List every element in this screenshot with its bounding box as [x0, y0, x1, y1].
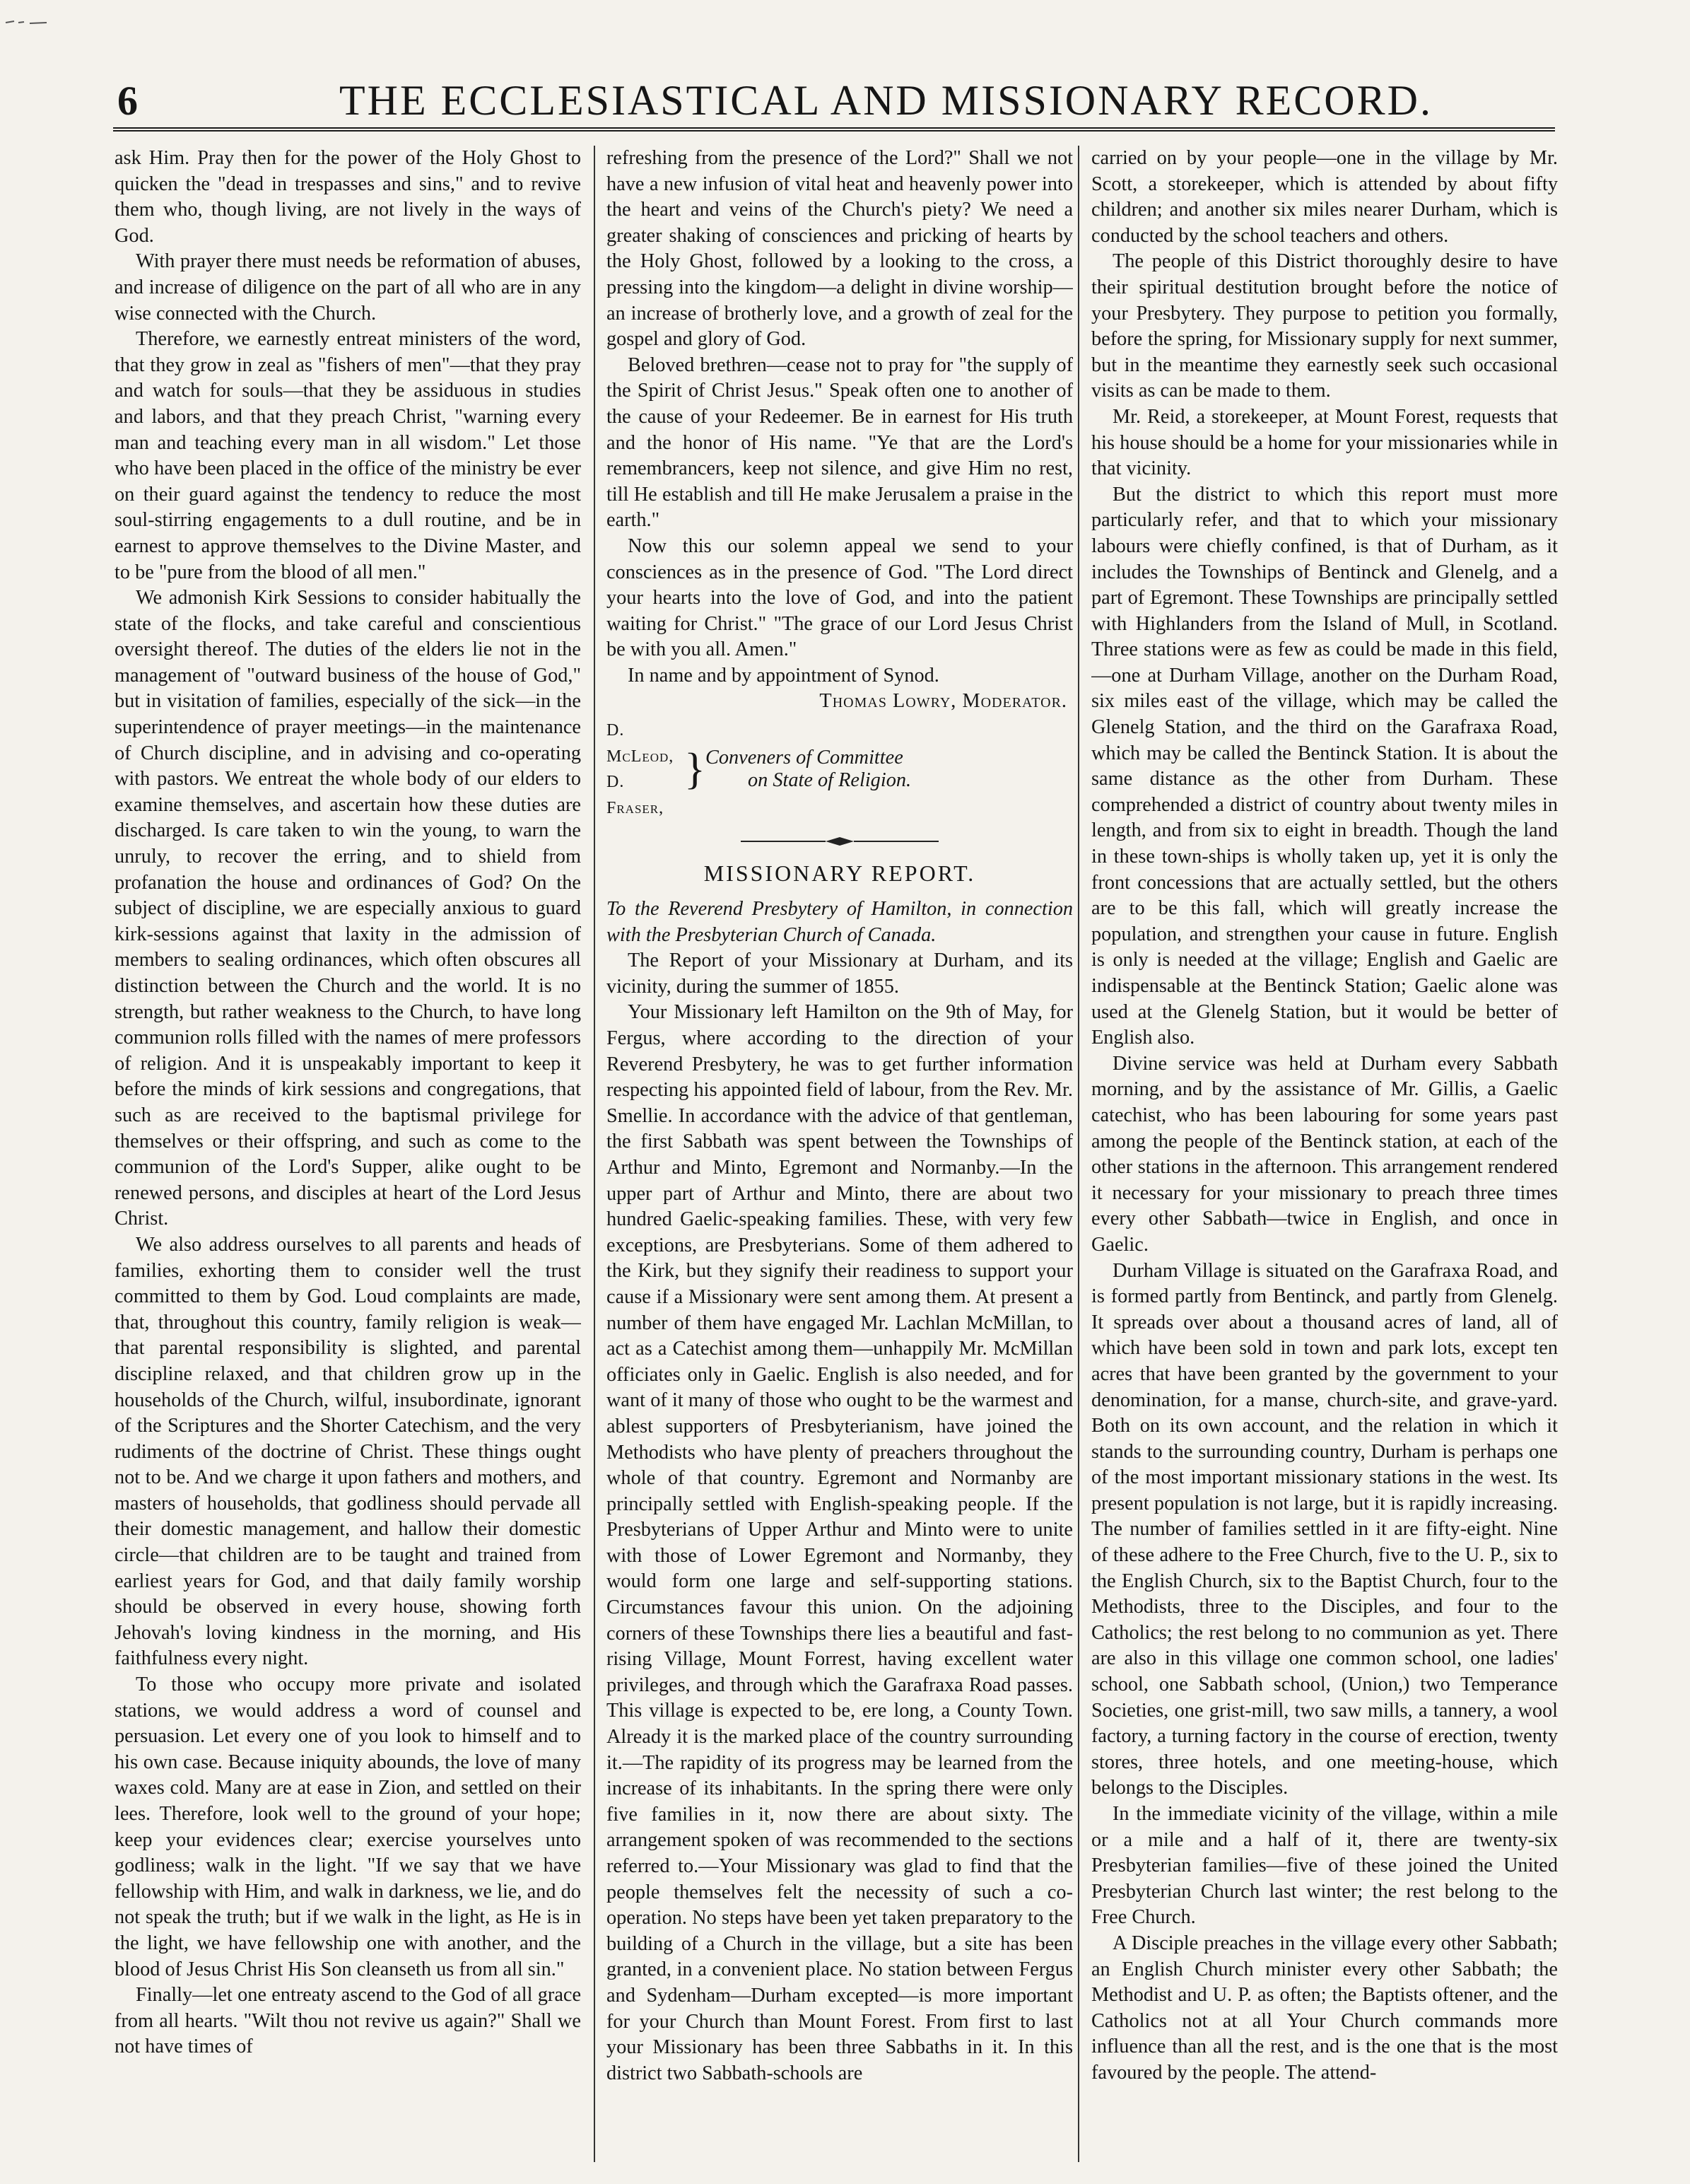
paragraph: Beloved brethren—cease not to pray for "the supply of the Spirit of Christ Jesus." Speak often one to another of the cause of your Redeemer. Be in earnest for His truth and the honor of His name. "Ye that are the Lord's remembrancers, keep not silence, and give Him no rest, till He establish and till He make Jerusalem a praise in the earth."	[606, 354, 1073, 532]
paragraph: refreshing from the presence of the Lord?" Shall we not have a new infusion of vital heat and heavenly power into the heart and veins of the Church's piety? We need a greater shaking of consciences and pricking of hearts by the Holy Ghost, followed by a looking to the cross, a pressing into the kingdom—a delight in divine worship—an increase of brotherly love, and a growth of zeal for the gospel and glory of God.	[606, 147, 1073, 351]
paragraph: Therefore, we earnestly entreat ministers of the word, that they grow in zeal as "fishers of men"—that they pray and watch for souls—that they be assiduous in studies and labors, and that they preach Christ, "warning every man and teaching every man in all wisdom." Let those who have been placed in the office of the ministry be ever on their guard against the tendency to reduce the most soul-stirring engagements to a dull routine, and be in earnest to approve themselves to the Divine Master, and to be "pure from the blood of all men."	[115, 328, 581, 583]
text-column-1	[115, 146, 581, 2162]
paragraph: But the district to which this report must more particularly refer, and that to which your missionary labours were chiefly confined, is that of Durham, as it includes the Townships of Bentinck and Glenelg, and a part of Egremont. These Townships are principally settled with Highlanders from the Island of Mull, in Scotland. Three stations were as few as could be made in this field,—one at Durham Village, another on the Durham Road, six miles east of the village, which may be called the Glenelg Station, and the third on the Garafraxa Road, which may be called the Bentinck Station. It is about the same distance as the other from Durham. These comprehended a district of country about twenty miles in length, and from six to eight in breadth. Though the land in these town-ships is wholly taken up, yet it is only the front concessions that are actually settled, but the others are to be this fall, which will greatly increase the population, and strengthen your cause in future. English is only is needed at the village; English and Gaelic are indispensable at the Bentinck Station; Gaelic alone was used at the Glenelg Station, but it would be better of English also.	[1091, 483, 1558, 1049]
paragraph: A Disciple preaches in the village every other Sabbath; an English Church minister every other Sabbath; the Methodist and U. P. as often; the Baptists oftener, and the Catholics not at all Your Church commands more influence than all the rest, and is the one that is the most favoured by the people. The attend-	[1091, 1932, 1558, 2084]
scan-artifact-mark	[4, 18, 48, 25]
convener-name: D. McLeod,	[606, 721, 674, 766]
paragraph: The Report of your Missionary at Durham, and its vicinity, during the summer of 1855.	[606, 950, 1073, 998]
paragraph: We also address ourselves to all parents and heads of families, exhorting them to consider well the trust committed to them by God. Loud complaints are made, that, throughout this country, family religion is weak—that parental responsibility is slighted, and parental discipline relaxed, and that children grow up in the households of the Church, wilful, insubordinate, ignorant of the Scriptures and the Shorter Catechism, and the very rudiments of the doctrine of Christ. These things ought not to be. And we charge it upon fathers and mothers, and masters of households, that godliness should pervade all their domestic management, and hallow their domestic circle—that children are to be taught and trained from earliest years for God, and that daily family worship should be observed in every house, showing forth Jehovah's loving kindness in the morning, and His faithfulness every night.	[115, 1233, 581, 1670]
paragraph: Your Missionary left Hamilton on the 9th of May, for Fergus, where according to the direction of your Reverend Presbytery, he was to get further information respecting his appointed field of labour, from the Rev. Mr. Smellie. In accordance with the advice of that gentleman, the first Sabbath was spent between the Townships of Arthur and Minto, Egremont and Normanby.—In the upper part of Arthur and Minto, there are about two hundred Gaelic-speaking families. These, with very few exceptions, are Presbyterians. Some of them adhered to the Kirk, but they signify their readiness to support your cause if a Missionary were sent among them. At present a number of them have engaged Mr. Lachlan McMillan, to act as a Catechist among them—unhappily Mr. McMillan officiates only in Gaelic. English is also needed, and for want of it many of those who ought to be the warmest and ablest supporters of Presbyterianism, have joined the Methodists who have plenty of preachers throughout the whole of that country. Egremont and Normanby are principally settled with English-speaking people. If the Presbyterians of Upper Arthur and Minto were to unite with those of Lower Egremont and Normanby, they would form one large and self-supporting stations. Circumstances favour this union. On the adjoining corners of these Townships there lies a beautiful and fast-rising Village, Mount Forrest, having excellent water privileges, and through which the Garafraxa Road passes. This village is expected to be, ere long, a County Town. Already it is the marked place of the country surrounding it.—The rapidity of its progress may be learned from the increase of its inhabitants. In the spring there were only five families in it, now there are about sixty. The arrangement spoken of was recommended to the sections referred to.—Your Missionary was glad to find that the people themselves felt the necessity of such a co-operation. No steps have been yet taken preparatory to the building of a Church in the village, but a site has been granted, in a convenient place. No station between Fergus and Sydenham—Durham excepted—is more important for your Church than Mount Forest. From first to last your Missionary has been three Sabbaths in it. In this district two Sabbath-schools are	[606, 1001, 1073, 2084]
section-title: MISSIONARY REPORT.	[703, 860, 976, 887]
section-divider-ornament	[741, 836, 939, 846]
paragraph: In the immediate vicinity of the village, within a mile or a mile and a half of it, there are twenty-six Presbyterian families—five of these joined the United Presbyterian Church last winter; the rest belong to the Free Church.	[1091, 1803, 1558, 1929]
paragraph: Divine service was held at Durham every Sabbath morning, and by the assistance of Mr. Gillis, a Gaelic catechist, who has been labouring for some years past among the people of the Bentinck station, at each of the other stations in the afternoon. This arrangement rendered it necessary for your missionary to preach three times every other Sabbath—twice in English, and once in Gaelic.	[1091, 1052, 1558, 1256]
header-rule	[113, 127, 1555, 132]
paragraph: ask Him. Pray then for the power of the Holy Ghost to quicken the "dead in trespasses and sins," and to revive them who, though living, are not lively in the ways of God.	[115, 147, 581, 247]
column-divider	[1078, 146, 1079, 2162]
paragraph: Finally—let one entreaty ascend to the God of all grace from all hearts. "Wilt thou not revive us again?" Shall we not have times of	[115, 1984, 581, 2058]
paragraph: We admonish Kirk Sessions to consider habitually the state of the flocks, and take careful and conscientious oversight thereof. The duties of the elders lie not in the management of "outward business of the house of God," but in visitation of families, especially of the sick—in the superintendence of prayer meetings—in the maintenance of Church discipline, and in advising and co-operating with pastors. We entreat the whole body of our elders to examine themselves, and ascertain how these duties are discharged. Is care taken to win the young, to warn the unruly, to recover the erring, and to shield from profanation the house and ordinances of God? On the subject of discipline, we are especially anxious to guard kirk-sessions against that laxity in the admission of members to sealing ordinances, which often obscures all distinction between the Church and the world. It is no strength, but rather weakness to the Church, to have long communion rolls filled with the names of mere professors of religion. And it is unspeakably important to keep it before the minds of kirk sessions and congregations, that such as are received to the baptismal privilege for themselves or their offspring, and such as come to the communion of the Lord's Supper, alike ought to be renewed persons, and disciples at heart of the Lord Jesus Christ.	[115, 587, 581, 1230]
page-number: 6	[117, 78, 138, 124]
text-column-3	[1091, 146, 1558, 2162]
paragraph: carried on by your people—one in the village by Mr. Scott, a storekeeper, which is attended by about fifty children; and another six miles nearer Durham, which is conducted by the school teachers and others.	[1091, 147, 1558, 247]
paragraph: Mr. Reid, a storekeeper, at Mount Forest, requests that his house should be a home for your missionaries while in that vicinity.	[1091, 405, 1558, 480]
convener-name: D. Fraser,	[606, 773, 664, 817]
column-divider	[594, 146, 595, 2162]
convener-role: on State of Religion.	[748, 769, 912, 792]
paragraph: To those who occupy more private and isolated stations, we would address a word of counsel and persuasion. Let every one of you look to himself and to his own case. Because iniquity abounds, the love of many waxes cold. Many are at ease in Zion, and settled on their lees. Therefore, look well to the ground of your hope; keep your evidences clear; exercise yourselves unto godliness; walk in the light. "If we say that we have fellowship with Him, and walk in darkness, we lie, and do not speak the truth; but if we walk in the light, as He is in the light, we have fellowship one with another, and the blood of Jesus Christ His Son cleanseth us from all sin."	[115, 1674, 581, 1980]
paragraph: Now this our solemn appeal we send to your consciences as in the presence of God. "The Lord direct your hearts into the love of God, and into the patient waiting for Christ." "The grace of our Lord Jesus Christ be with you all. Amen."	[606, 535, 1073, 661]
conveners-signature	[606, 718, 1073, 821]
brace-glyph: }	[684, 745, 705, 794]
report-address: To the Reverend Presbytery of Hamilton, in connection with the Presbyterian Church of Canada.	[606, 898, 1073, 946]
text-column-2	[606, 146, 1073, 2162]
paragraph: The people of this District thoroughly desire to have their spiritual destitution brought before the notice of your Presbytery. They purpose to petition you formally, before the spring, for Missionary supply for next summer, but in the meantime they earnestly seek such occasional visits as can be made to them.	[1091, 250, 1558, 402]
journal-running-title: THE ECCLESIASTICAL AND MISSIONARY RECORD.	[339, 77, 1433, 124]
paragraph: In name and by appointment of Synod.	[628, 664, 939, 687]
moderator-signature: Thomas Lowry, Moderator.	[819, 690, 1067, 713]
convener-role: Conveners of Committee	[705, 747, 903, 769]
paragraph: Durham Village is situated on the Garafraxa Road, and is formed partly from Bentinck, and partly from Glenelg. It spreads over about a thousand acres of land, all of which have been sold in town and park lots, except ten acres that have been granted by the government to your denomination, for a manse, church-site, and grave-yard. Both on its own account, and the relation in which it stands to the surrounding country, Durham is perhaps one of the most important missionary stations in the west. Its present population is not large, but it is rapidly increasing. The number of families settled in it are fifty-eight. Nine of these adhere to the Free Church, five to the U. P., six to the English Church, six to the Baptist Church, four to the Methodists, three to the Disciples, and four to the Catholics; the rest belong to no communion as yet. There are also in this village one common school, one ladies' school, one Sabbath school, (Union,) two Temperance Societies, one grist-mill, two saw mills, a tannery, a wool factory, a turning factory in the course of erection, twenty stores, three hotels, and one meeting-house, which belongs to the Disciples.	[1091, 1259, 1558, 1799]
paragraph: With prayer there must needs be reformation of abuses, and increase of diligence on the part of all who are in any wise connected with the Church.	[115, 250, 581, 325]
